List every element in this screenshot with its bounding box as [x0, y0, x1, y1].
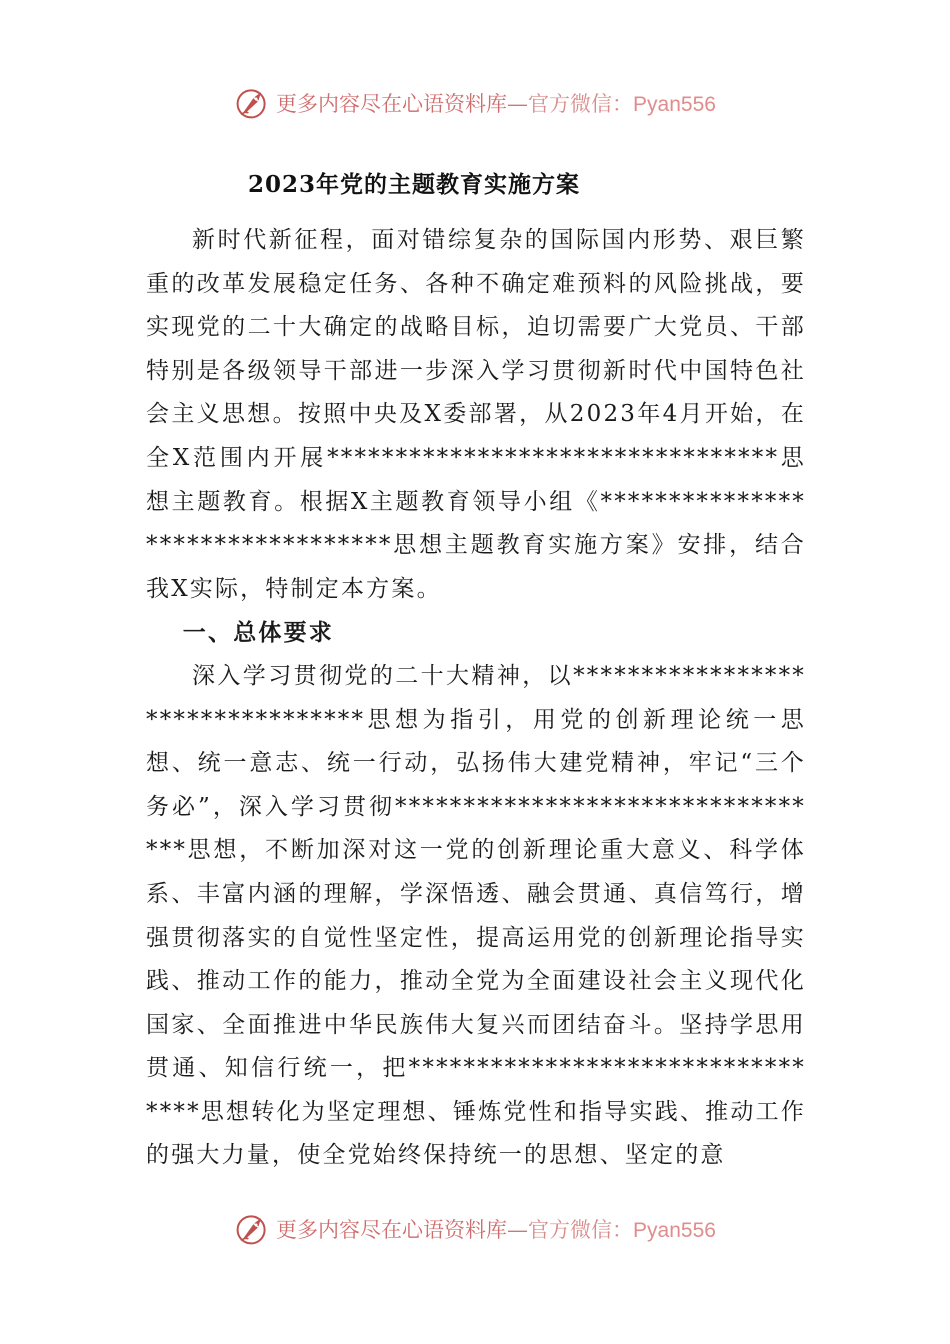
section-heading: 一、总体要求: [182, 619, 334, 647]
banner-main-text: 更多内容尽在心语资料库: [276, 1218, 508, 1242]
banner-wechat-id: Pyan556: [633, 93, 716, 116]
banner-separator: —: [507, 92, 529, 116]
pen-nib-logo-icon: [234, 1211, 270, 1247]
footer-banner: [0, 1209, 950, 1249]
banner-wechat-label: 官方微信：: [528, 92, 634, 116]
banner-wechat-label: 官方微信：: [528, 1218, 634, 1242]
intro-paragraph: 新时代新征程，面对错综复杂的国际国内形势、艰巨繁重的改革发展稳定任务、各种不确定难预料的风险挑战，要实现党的二十大确定的战略目标，迫切需要广大党员、干部特别是各级领导干部进一步深入学习贯彻新时代中国特色社会主义思想。按照中央及X委部署，从2023年4月开始，在全X范围内开展*********************************思想主题教育。根据X主题教育领导小组《*********************************思想主题教育实施方案》安排，结合我X实际，特制定本方案。: [146, 227, 806, 602]
banner-separator: —: [507, 1218, 529, 1242]
pen-nib-logo-icon: [234, 85, 270, 121]
header-banner: [0, 83, 950, 123]
section-paragraph: 深入学习贯彻党的二十大精神，以*********************************思想为指引，用党的创新理论统一思想、统一意志、统一行动，弘扬伟大建党精神，牢记“三个务必”，深入学习贯彻*********************************思想，不断加深对这一党的创新理论重大意义、科学体系、丰富内涵的理解，学深悟透、融会贯通、真信笃行，增强贯彻落实的自觉性坚定性，提高运用党的创新理论指导实践、推动工作的能力，推动全党为全面建设社会主义现代化国家、全面推进中华民族伟大复兴而团结奋斗。坚持学思用贯通、知信行统一，把*********************************思想转化为坚定理想、锤炼党性和指导实践、推动工作的强大力量，使全党始终保持统一的思想、坚定的意: [146, 662, 806, 1169]
banner-main-text: 更多内容尽在心语资料库: [276, 92, 508, 116]
banner-text: [276, 88, 716, 118]
document-body: [146, 219, 806, 1178]
banner-text: [276, 1214, 716, 1244]
banner-wechat-id: Pyan556: [633, 1219, 716, 1242]
document-title: 2023年党的主题教育实施方案: [248, 171, 581, 198]
